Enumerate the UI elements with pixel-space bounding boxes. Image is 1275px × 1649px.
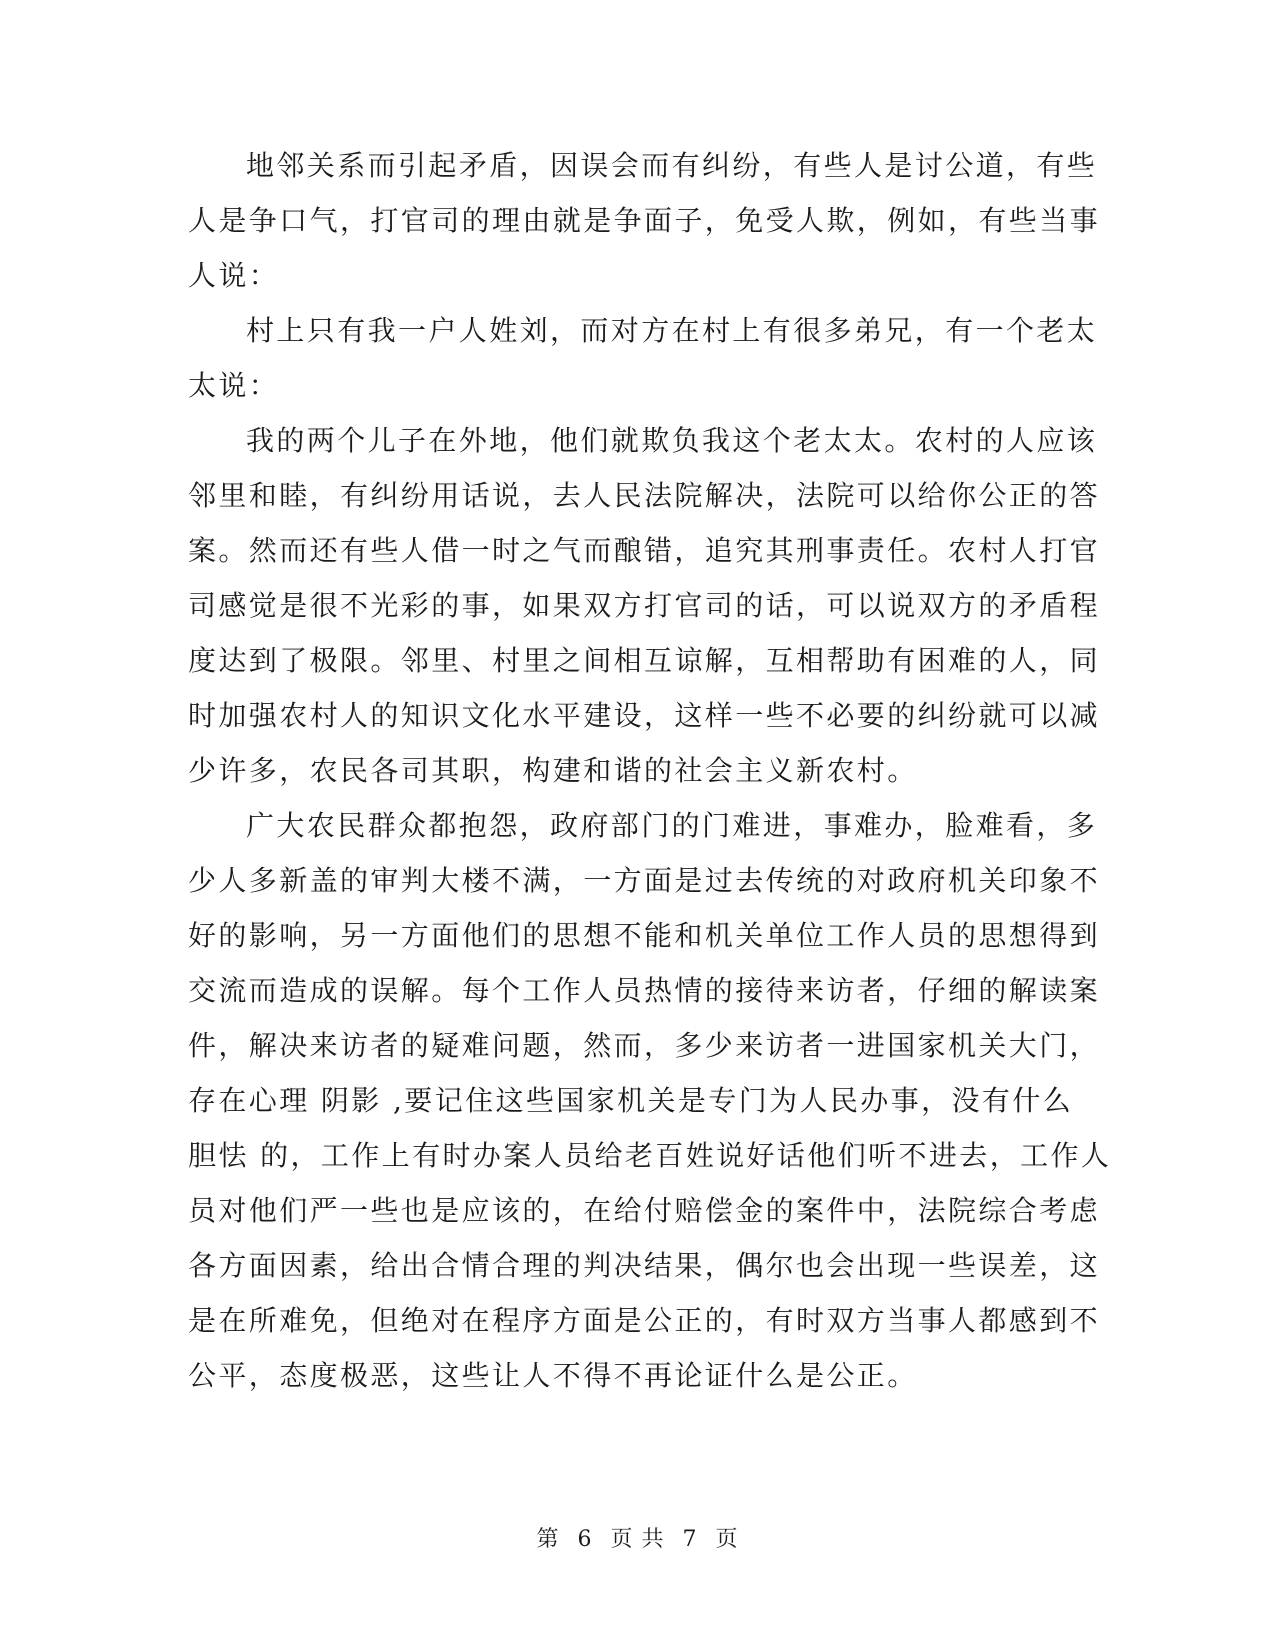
footer-label-of: 页 共	[610, 1527, 665, 1552]
document-body	[188, 138, 1112, 1403]
text-line: 度达到了极限。邻里、村里之间相互谅解，互相帮助有困难的人，同	[188, 644, 1101, 677]
text-line: 案。然而还有些人借一时之气而酿错，追究其刑事责任。农村人打官	[188, 534, 1101, 567]
text-line: 人是争口气，打官司的理由就是争面子，免受人欺，例如，有些当事	[188, 204, 1101, 237]
text-line: 我的两个儿子在外地，他们就欺负我这个老太太。农村的人应该	[246, 424, 1098, 457]
footer-label-page: 第	[536, 1527, 560, 1552]
page-footer	[0, 1522, 1275, 1553]
text-line: 少许多，农民各司其职，构建和谐的社会主义新农村。	[188, 754, 918, 787]
text-line: 好的影响，另一方面他们的思想不能和机关单位工作人员的思想得到	[188, 919, 1101, 952]
text-line: 少人多新盖的审判大楼不满，一方面是过去传统的对政府机关印象不	[188, 864, 1101, 897]
text-line: 公平，态度极恶，这些让人不得不再论证什么是公正。	[188, 1359, 918, 1392]
text-line: 胆怯 的，工作上有时办案人员给老百姓说好话他们听不进去，工作人	[188, 1139, 1112, 1172]
text-line: 交流而造成的误解。每个工作人员热情的接待来访者，仔细的解读案	[188, 974, 1101, 1007]
text-line: 太说：	[188, 369, 280, 402]
text-line: 存在心理 阴影 ,要记住这些国家机关是专门为人民办事，没有什么	[188, 1084, 1074, 1117]
text-line: 司感觉是很不光彩的事，如果双方打官司的话，可以说双方的矛盾程	[188, 589, 1101, 622]
text-line: 邻里和睦，有纠纷用话说，去人民法院解决，法院可以给你公正的答	[188, 479, 1101, 512]
text-line: 人说：	[188, 259, 280, 292]
text-line: 是在所难免，但绝对在程序方面是公正的，有时双方当事人都感到不	[188, 1304, 1101, 1337]
footer-label-pages: 页	[715, 1527, 739, 1552]
text-line: 广大农民群众都抱怨，政府部门的门难进，事难办，脸难看，多	[246, 809, 1098, 842]
text-line: 各方面因素，给出合情合理的判决结果，偶尔也会出现一些误差，这	[188, 1249, 1101, 1282]
total-pages-number: 7	[682, 1527, 698, 1552]
text-line: 时加强农村人的知识文化水平建设，这样一些不必要的纠纷就可以减	[188, 699, 1101, 732]
text-line: 地邻关系而引起矛盾，因误会而有纠纷，有些人是讨公道，有些	[246, 149, 1098, 182]
current-page-number: 6	[577, 1527, 593, 1552]
text-line: 员对他们严一些也是应该的，在给付赔偿金的案件中，法院综合考虑	[188, 1194, 1101, 1227]
text-line: 村上只有我一户人姓刘，而对方在村上有很多弟兄，有一个老太	[246, 314, 1098, 347]
text-line: 件，解决来访者的疑难问题，然而，多少来访者一进国家机关大门，	[188, 1029, 1101, 1062]
